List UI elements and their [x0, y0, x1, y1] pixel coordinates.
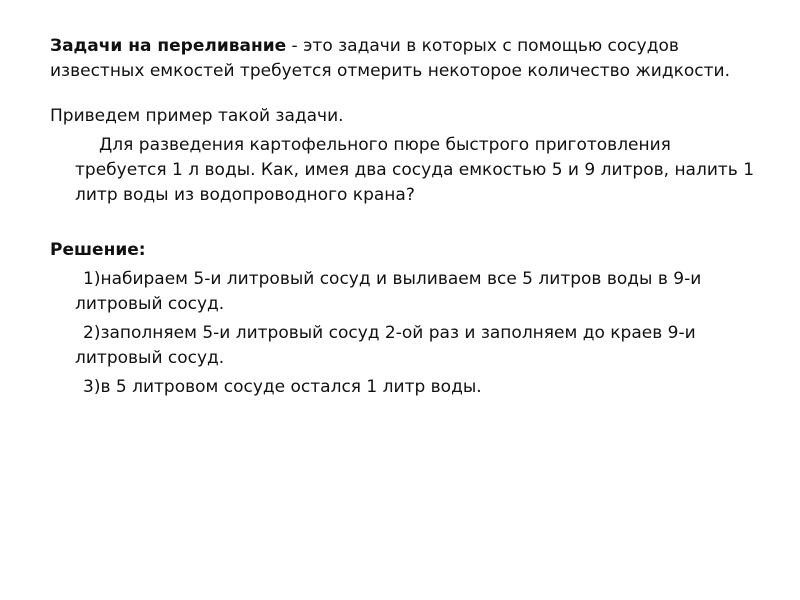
definition-term: Задачи на переливание	[50, 36, 287, 56]
definition-text: - это задачи в которых с помощью сосудов известных емкостей требуется отмерить некоторое количество жидкости.	[50, 36, 730, 81]
solution-step-3: 3)в 5 литровом сосуде остался 1 литр воды.	[83, 377, 482, 397]
solution-heading: Решение:	[50, 240, 146, 260]
definition-paragraph	[50, 34, 750, 84]
example-problem: Для разведения картофельного пюре быстрого приготовления требуется 1 л воды. Как, имея два сосуда емкостью 5 и 9 литров, налить 1 литр воды из водопроводного крана?	[75, 135, 755, 205]
solution-step-1: 1)набираем 5-и литровый сосуд и выливаем все 5 литров воды в 9-и литровый сосуд.	[75, 269, 702, 314]
solution-step-2: 2)заполняем 5-и литровый сосуд 2-ой раз и заполняем до краев 9-и литровый сосуд.	[75, 323, 696, 368]
example-intro: Приведем пример такой задачи.	[50, 106, 344, 126]
